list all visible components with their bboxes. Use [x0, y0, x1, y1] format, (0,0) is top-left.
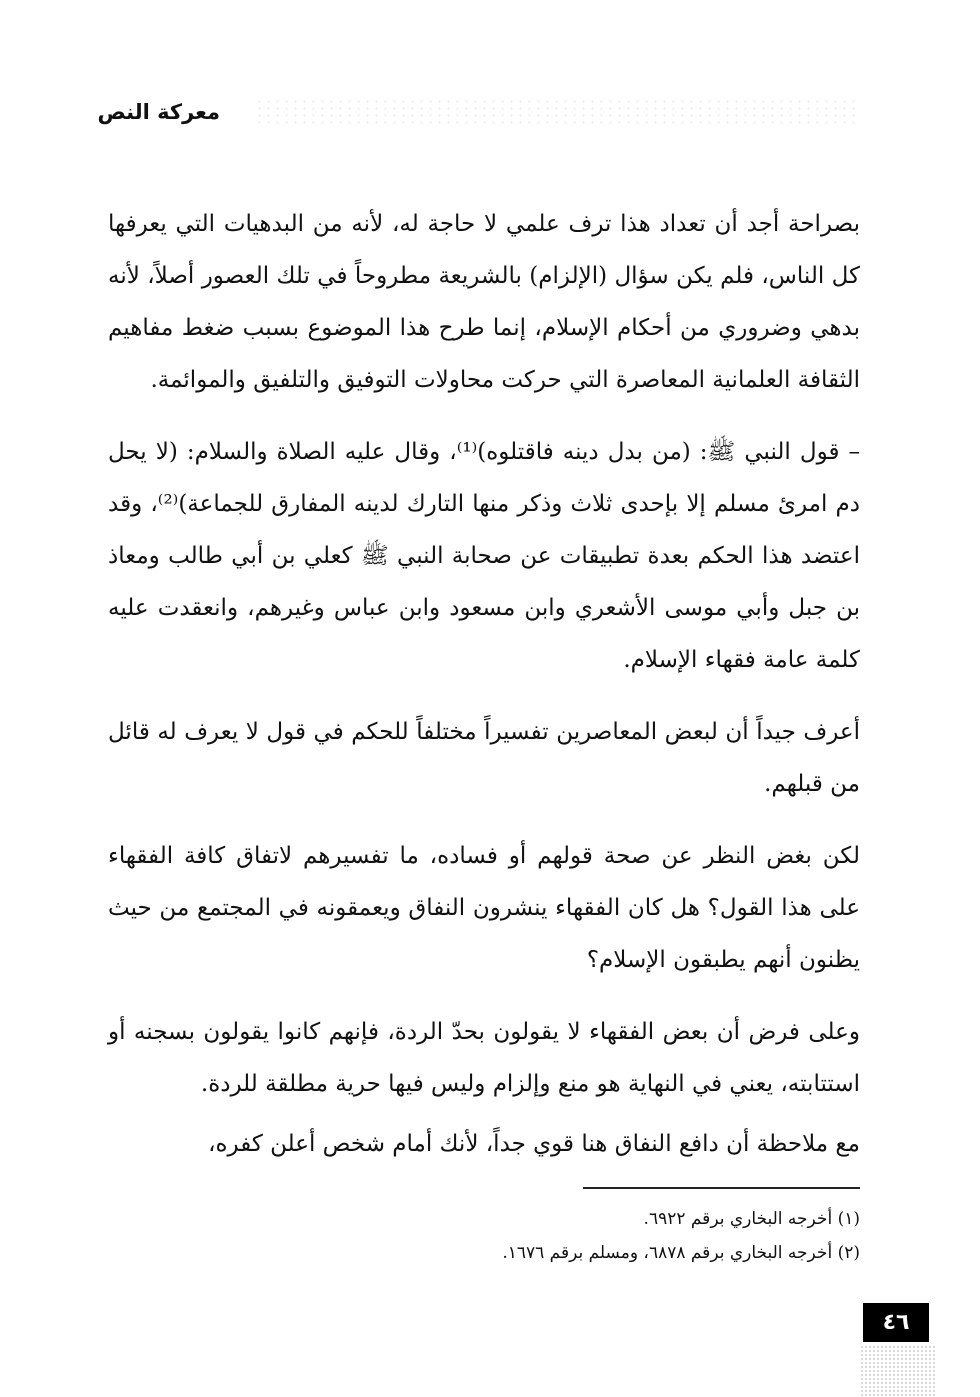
- page-number: ٤٦: [863, 1303, 929, 1342]
- paragraph: أعرف جيداً أن لبعض المعاصرين تفسيراً مختلفاً للحكم في قول لا يعرف له قائل من قبلهم.: [108, 719, 860, 797]
- paragraph: بصراحة أجد أن تعداد هذا ترف علمي لا حاجة له، لأنه من البدهيات التي يعرفها كل الناس، فلم يكن سؤال (الإلزام) بالشريعة مطروحاً في تلك العصور أصلاً، لأنه بدهي وضروري من أحكام الإسلام، إنما طرح هذا الموضوع بسبب ضغط مفاهيم الثقافة العلمانية المعاصرة التي حركت محاولات التوفيق والتلفيق والموائمة.: [108, 211, 860, 393]
- paragraph: لكن بغض النظر عن صحة قولهم أو فساده، ما تفسيرهم لاتفاق كافة الفقهاء على هذا القول؟ هل كان الفقهاء ينشرون النفاق ويعمقونه في المجتمع من حيث يظنون أنهم يطبقون الإسلام؟: [108, 843, 860, 973]
- body-text: [108, 198, 860, 1190]
- running-header-title: معركة النص: [97, 100, 220, 124]
- paragraph: مع ملاحظة أن دافع النفاق هنا قوي جداً، لأنك أمام شخص أعلن كفره،: [208, 1131, 860, 1157]
- footnote-separator: [583, 1187, 860, 1189]
- scan-noise: [255, 98, 855, 128]
- footnote: (١) أخرجه البخاري برقم ٦٩٢٢.: [643, 1209, 860, 1229]
- footnote: (٢) أخرجه البخاري برقم ٦٨٧٨، ومسلم برقم ١٦٧٦.: [502, 1243, 860, 1263]
- paragraph: وعلى فرض أن بعض الفقهاء لا يقولون بحدّ الردة، فإنهم كانوا يقولون بسجنه أو استتابته، يعني في النهاية هو منع وإلزام وليس فيها حرية مطلقة للردة.: [108, 1019, 860, 1097]
- paragraph: – قول النبي ﷺ: (من بدل دينه فاقتلوه)⁽¹⁾، وقال عليه الصلاة والسلام: (لا يحل دم امرئ مسلم إلا بإحدى ثلاث وذكر منها التارك لدينه المفارق للجماعة)⁽²⁾، وقد اعتضد هذا الحكم بعدة تطبيقات عن صحابة النبي ﷺ كعلي بن أبي طالب ومعاذ بن جبل وأبي موسى الأشعري وابن مسعود وابن عباس وغيرهم، وانعقدت عليه كلمة عامة فقهاء الإسلام.: [108, 439, 860, 673]
- scan-noise: [860, 1345, 935, 1397]
- footnotes: [300, 1202, 860, 1270]
